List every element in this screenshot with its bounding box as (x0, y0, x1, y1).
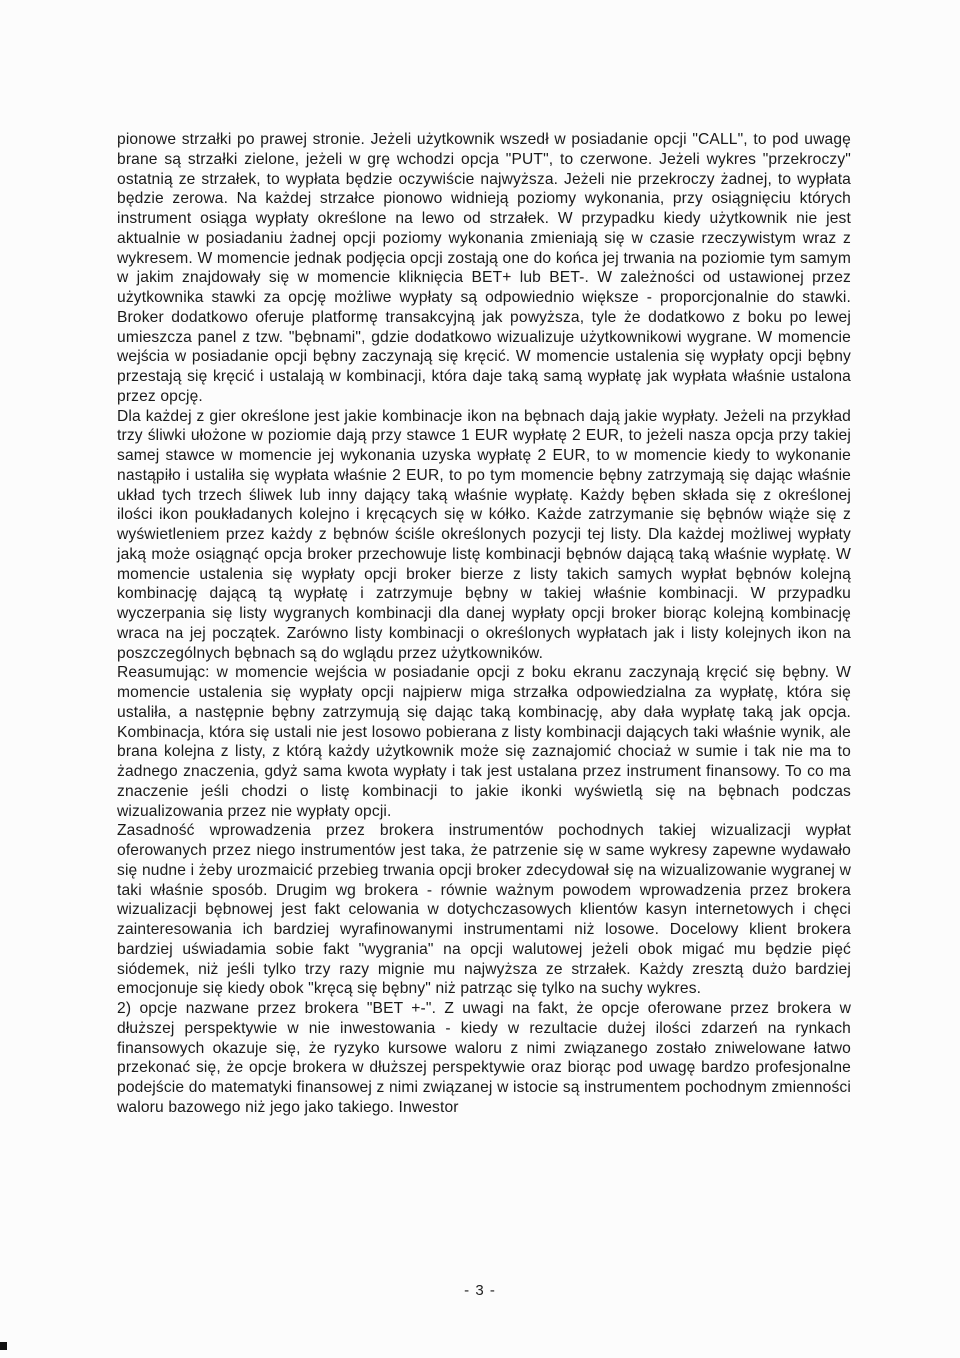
paragraph-3: Reasumując: w momencie wejścia w posiadanie opcji z boku ekranu zaczynają kręcić się bębny. W momencie ustalenia się wypłaty opcji najpierw miga strzałka odpowiedzialna za wypłatę, która się ustaliła, a następnie bębny zatrzymują się dając taką kombinację, aby dała wypłatę taką jak opcja. Kombinacja, która się ustali nie jest losowo pobierana z listy kombinacji dających taki właśnie wynik, ale brana kolejna z listy, z którą każdy użytkownik może się zaznajomić chociaż w sumie i tak nie ma to żadnego znaczenia, gdyż sama kwota wypłaty i tak jest ustalana przez instrument finansowy. To co ma znaczenie jeśli chodzi o listę kombinacji to jakie ikonki wyświetlą się na bębnach podczas wizualizowania przez nie wypłaty opcji. (117, 664, 851, 820)
body-text (117, 130, 851, 1118)
scan-mark (0, 1342, 7, 1350)
page-number: - 3 - (464, 1282, 496, 1299)
paragraph-2: Dla każdej z gier określone jest jakie kombinacje ikon na bębnach dają jakie wypłaty. Jeżeli na przykład trzy śliwki ułożone w poziomie dają przy stawce 1 EUR wypłatę 2 EUR, to jeżeli nasza opcja przy takiej samej stawce w momencie jej wykonania uzyska wypłatę 2 EUR, to w momencie kiedy to wykonanie nastąpiło i ustaliła się wypłata właśnie 2 EUR, to po tym momencie bębny zatrzymają się dając właśnie układ tych trzech śliwek lub inny dający taką właśnie wypłatę. Każdy bęben składa się z określonej ilości ikon poukładanych kolejno i kręcących się w kółko. Każde zatrzymanie się bębnów wiąże się z wyświetleniem przez każdy z bębnów ściśle określonych pozycji tej listy. Dla każdej możliwej wypłaty jaką może osiągnąć opcja broker przechowuje listę kombinacji bębnów dającą taką właśnie wypłatę. W momencie ustalenia się wypłaty opcji broker bierze z listy takich samych wypłat bębnów kolejną kombinację dającą tą wypłatę i zatrzymuje bębny w takiej właśnie kombinacji. W przypadku wyczerpania się listy wygranych kombinacji dla danej wypłaty opcji broker biorąc kolejną kombinację wraca na jej początek. Zarówno listy kombinacji o określonych wypłatach jak i listy kolejnych ikon na poszczególnych bębnach są do wglądu przez użytkowników. (117, 407, 851, 662)
paragraph-5: 2) opcje nazwane przez brokera "BET +-". Z uwagi na fakt, że opcje oferowane przez brokera w dłuższej perspektywie w nie inwestowania - kiedy w rezultacie dużej ilości zdarzeń na rynkach finansowych okazuje się, że ryzyko kursowe waloru z nimi związanego zostało zniwelowane łatwo przekonać się, że opcje brokera w dłuższej perspektywie oraz biorąc pod uwagę bardzo profesjonalne podejście do matematyki finansowej z nimi związanej w istocie są instrumentem pochodnym zmienności waloru bazowego niż jego jako takiego. Inwestor (117, 1000, 851, 1116)
paragraph-4: Zasadność wprowadzenia przez brokera instrumentów pochodnych takiej wizualizacji wypłat oferowanych przez niego instrumentów jest taka, że patrzenie się w same wykresy zapewne wydawało się nudne i żeby urozmaicić przebieg trwania opcji broker zdecydował się na wizualizowanie wygranej w taki właśnie sposób. Drugim wg brokera - równie ważnym powodem wprowadzenia przez brokera wizualizacji bębnowej jest fakt celowania w dotychczasowych klientów kasyn internetowych i chęci zainteresowania ich bardziej wyrafinowanymi instrumentami niż losowe. Docelowy klient brokera bardziej uświadamia sobie fakt "wygrania" na opcji walutowej jeżeli obok migać mu będzie pięć siódemek, niż jeśli tylko trzy razy mignie mu najwyższa ze strzałek. Każdy zresztą dużo bardziej emocjonuje się kiedy obok "kręcą się bębny" niż patrząc się tylko na suchy wykres. (117, 822, 851, 998)
paragraph-1: pionowe strzałki po prawej stronie. Jeżeli użytkownik wszedł w posiadanie opcji "CALL", to pod uwagę brane są strzałki zielone, jeżeli w grę wchodzi opcja "PUT", to czerwone. Jeżeli wykres "przekroczy" ostatnią ze strzałek, to wypłata będzie oczywiście najwyższa. Jeżeli nie przekroczy żadnej, to wypłata będzie zerowa. Na każdej strzałce pionowo widnieją poziomy wykonania, przy osiągnięciu których instrument osiąga wypłaty określone na lewo od strzałek. W przypadku kiedy użytkownik nie jest aktualnie w posiadaniu żadnej opcji poziomy wykonania zmieniają się w czasie rzeczywistym wraz z wykresem. W momencie jednak podjęcia opcji zostają one do końca jej trwania na poziomie tym samym w jakim znajdowały się w momencie kliknięcia BET+ lub BET-. W zależności od ustawionej przez użytkownika stawki za opcję możliwe wypłaty są odpowiednio większe - proporcjonalnie do stawki. Broker dodatkowo oferuje platformę transakcyjną jak powyższa, tyle że dodatkowo z boku po lewej umieszcza panel z tzw. "bębnami", gdzie dodatkowo wizualizuje użytkownikowi wygrane. W momencie wejścia w posiadanie opcji bębny zaczynają się kręcić. W momencie ustalenia się wypłaty opcji bębny przestają się kręcić i ustalają w kombinacji, która daje taką samą wypłatę jak wypłata właśnie ustalona przez opcję. (117, 131, 851, 405)
